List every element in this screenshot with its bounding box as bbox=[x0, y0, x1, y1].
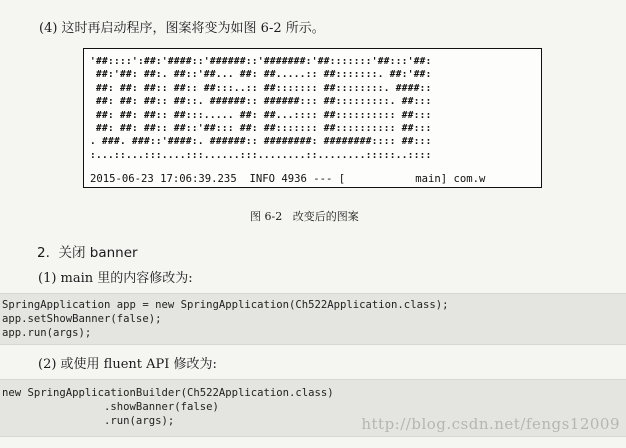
banner-art-line: '##::::':##:'####::'######::'#######:'##:::::::'##:::'##: bbox=[90, 56, 432, 67]
banner-art-line: ##: ##: ##:: ##:::..... ##: ##...:::: ##:::::::::: ##::: bbox=[90, 109, 432, 121]
step-1-text: (1) main 里的内容修改为: bbox=[38, 271, 193, 286]
console-log-line: 2015-06-23 17:06:39.235 INFO 4936 --- [ main] com.w bbox=[90, 173, 486, 185]
code-block-2-text: new SpringApplicationBuilder(Ch522Application.class) .showBanner(false) .run(args); bbox=[2, 387, 334, 427]
banner-output-frame bbox=[83, 48, 542, 188]
step-2-text: (2) 或使用 fluent API 修改为: bbox=[38, 357, 217, 372]
figure-caption: 图 6-2 改变后的图案 bbox=[250, 210, 359, 223]
banner-art-line: ##: ##: ##:: ##::'##::: ##: ##::::::: ##:::::::::: ##::: bbox=[90, 123, 432, 135]
section-heading: 2. 关闭 banner bbox=[37, 245, 138, 261]
banner-art-line: ##: ##: ##:: ##::. ######:: ######::: ##:::::::::. ##::: bbox=[90, 96, 432, 108]
banner-ascii-art bbox=[90, 55, 432, 162]
banner-art-line: . ###. ###::'####:. ######:: ########: ########:::: ##::: bbox=[90, 136, 432, 148]
banner-art-line: :...::...:::....:::......:::........::........:::::..:::: bbox=[90, 149, 432, 161]
step-4-text: (4) 这时再启动程序，图案将变为如图 6-2 所示。 bbox=[39, 21, 325, 36]
banner-art-line: ##:'##: ##:. ##::'##... ##: ##.....:: ##:::::::. ##:'##: bbox=[90, 69, 432, 81]
code-block-1-text: SpringApplication app = new SpringApplication(Ch522Application.class); app.setShowBanner(false); app.run(args); bbox=[2, 299, 449, 339]
watermark-text: http://blog.csdn.net/fengs12009 bbox=[361, 415, 620, 433]
banner-art-line: ##: ##: ##:: ##:: ##:::..:: ##::::::: ##::::::::. ####:: bbox=[90, 82, 432, 94]
code-block-1 bbox=[0, 293, 626, 345]
